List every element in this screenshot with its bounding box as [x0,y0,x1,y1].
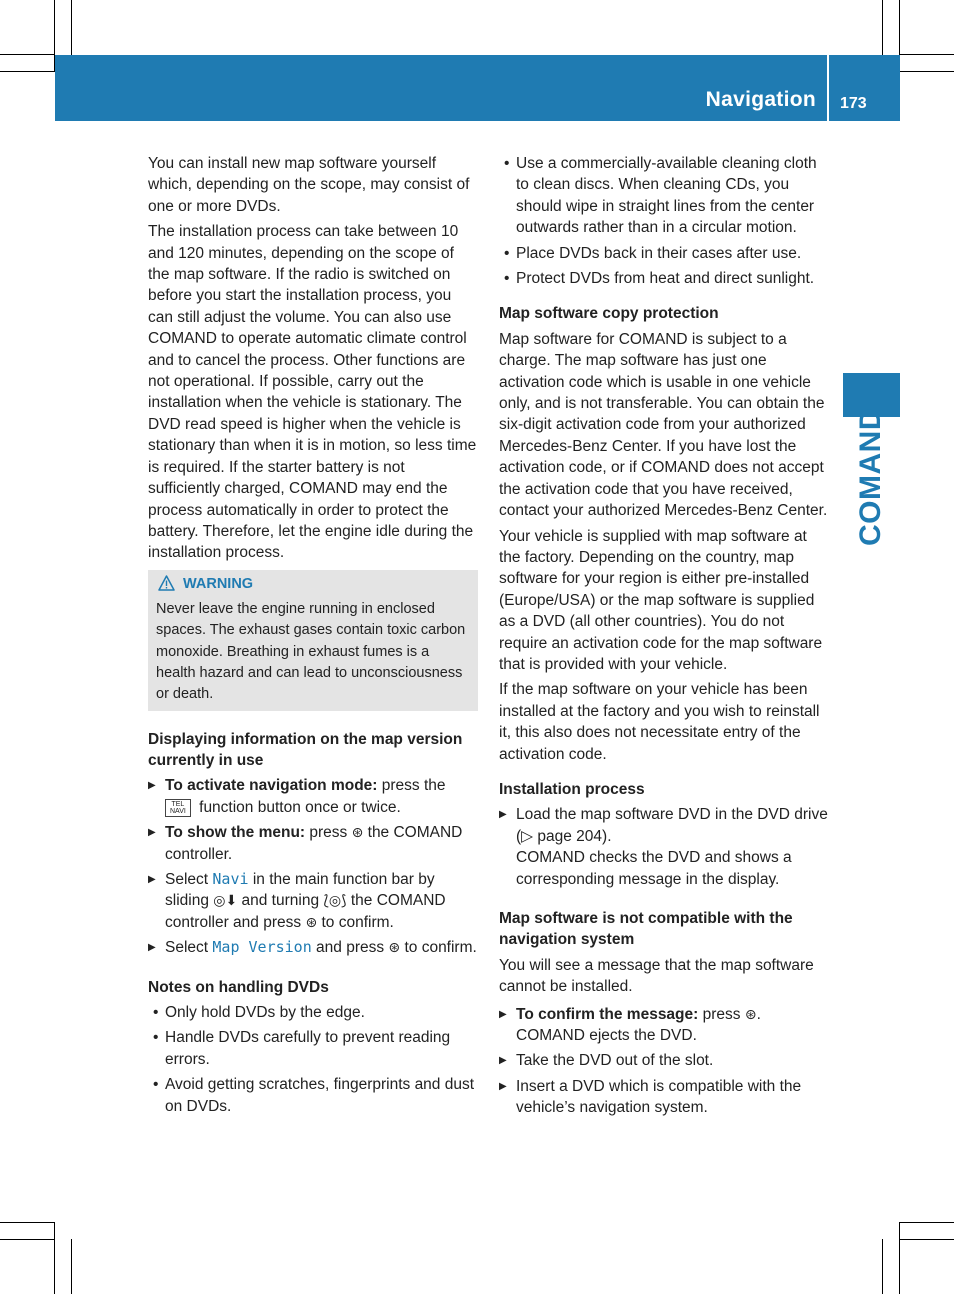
step-text: and press [311,939,389,957]
incompatible-heading: Map software is not compatible with the navigation system [499,910,793,949]
warning-box [148,570,478,711]
menu-item-navi: Navi [212,869,249,888]
intro-paragraph-1: You can install new map software yourself which, depending on the scope, may consist of one or more DVDs. [148,155,470,215]
header-divider [827,55,829,121]
crop-mark [899,54,954,55]
step-insert-dvd: ▶ Insert a DVD which is compatible with the vehicle’s navigation system. [499,1076,829,1119]
crop-mark [899,1239,954,1240]
navi-label: NAVI [170,807,186,815]
dvd-notes-heading: Notes on handling DVDs [148,978,329,996]
crop-mark [71,1239,72,1294]
controller-slide-icon: ◎⬇ [213,892,238,909]
step-text: Select [165,939,213,957]
page-number: 173 [840,95,867,112]
step-bold: To show the menu: [165,824,306,842]
crop-mark [899,1222,900,1294]
list-item: • Protect DVDs from heat and direct sunlight. [499,268,829,289]
step-text: Select [165,870,213,888]
crop-mark [0,1239,55,1240]
step-load-dvd [499,804,829,890]
installation-heading: Installation process [499,780,645,798]
warning-text: Never leave the engine running in enclosed spaces. The exhaust gases contain toxic carbon monoxide. Breathing in exhaust fumes is a health hazard and can lead to unconsciousness or death. [156,601,466,703]
step-text: press [305,824,352,842]
controller-press-icon: ⊛ [351,824,364,841]
step-select-map-version [148,937,478,958]
step-text: to confirm. [400,939,477,957]
section-title: Navigation [705,88,816,111]
list-item: • Only hold DVDs by the edge. [148,1002,478,1023]
step-text: COMAND ejects the DVD. [516,1027,697,1045]
crop-mark [899,71,954,72]
step-text: to confirm. [317,913,394,931]
crop-mark [899,1222,954,1223]
step-text: in the main function bar by sliding [165,870,435,910]
step-bold: To activate navigation mode: [165,777,378,795]
copy-paragraph-1: Map software for COMAND is subject to a charge. The map software has just one activation code which is usable in one vehicle only, and is not transferable. You can obtain the six-digit activation code from your authorized Mercedes-Benz Center. If you have lost the activation code, or if COMAND does not accept the activation code that you have received, contact your authorized Mercedes-Benz Center. [499,330,828,520]
copy-paragraph-2: Your vehicle is supplied with map software at the factory. Depending on the country, map software for your region is either pre-installed (Europe/USA) or the map software is supplied as a DVD (all other countries). You do not require an activation code for the map software that is provided with your vehicle. [499,527,823,673]
crop-mark [71,0,72,55]
tel-label: TEL [171,800,185,808]
warning-triangle-icon [158,575,175,591]
step-text: the COMAND controller and press [165,892,446,931]
intro-paragraph-2: The installation process can take between 10 and 120 minutes, depending on the scope of the map software. If the radio is switched on before you start the installation process, you can still adjust the volume. You can also use COMAND to operate automatic climate control and to cancel the process. Other functions are not operational. If possible, carry out the installation when the vehicle is stationary. The DVD read speed is higher when the vehicle is stationary than when it is in motion, so less time is required. If the starter battery is not sufficiently charged, COMAND may end the process automatically in order to protect the battery. Therefore, let the engine idle during the installation process. [148,223,477,562]
side-tab-text: COMAND [854,408,887,546]
list-item: • Place DVDs back in their cases after use. [499,243,829,264]
step-show-menu [148,822,478,865]
step-text: press [698,1005,745,1023]
tel-navi-button-icon [165,799,191,817]
left-column [148,153,478,1121]
menu-item-map-version: Map Version [212,938,312,957]
step-confirm-message [499,1004,829,1047]
step-text: COMAND checks the DVD and shows a corresponding message in the display. [516,849,792,888]
display-info-heading: Displaying information on the map version currently in use [148,730,463,769]
step-text: the COMAND controller. [165,824,463,863]
step-select-navi [148,869,478,933]
list-item: • Handle DVDs carefully to prevent reading errors. [148,1027,478,1070]
crop-mark [0,71,55,72]
warning-header [156,574,470,595]
copy-protection-heading: Map software copy protection [499,305,719,323]
step-text: . [756,1005,761,1023]
step-text: and turning [237,892,324,910]
step-take-out-dvd: ▶ Take the DVD out of the slot. [499,1050,829,1071]
step-text: Load the map software DVD in the DVD drive (▷ page 204). [516,806,828,845]
right-column [499,153,829,1123]
crop-mark [882,0,883,55]
crop-mark [0,54,55,55]
controller-press-icon: ⊛ [744,1005,757,1022]
crop-mark [54,1222,55,1294]
list-item: • Avoid getting scratches, fingerprints and dust on DVDs. [148,1074,478,1117]
warning-title: WARNING [183,575,254,592]
controller-press-icon: ⊛ [305,913,318,930]
controller-press-icon: ⊛ [388,939,401,956]
crop-mark [882,1239,883,1294]
step-text: press the [377,777,446,795]
list-item: • Use a commercially-available cleaning cloth to clean discs. When cleaning CDs, you should wipe in straight lines from the center outwards rather than in a circular motion. [499,153,829,239]
incompatible-paragraph: You will see a message that the map software cannot be installed. [499,956,814,996]
step-bold: To confirm the message: [516,1005,699,1023]
step-text: function button once or twice. [194,798,401,816]
controller-turn-icon: ⟅◎⟆ [323,892,347,909]
copy-paragraph-3: If the map software on your vehicle has been installed at the factory and you wish to reinstall it, this also does not necessitate entry of the activation code. [499,681,820,763]
step-activate-navigation [148,775,478,818]
crop-mark [0,1222,55,1223]
